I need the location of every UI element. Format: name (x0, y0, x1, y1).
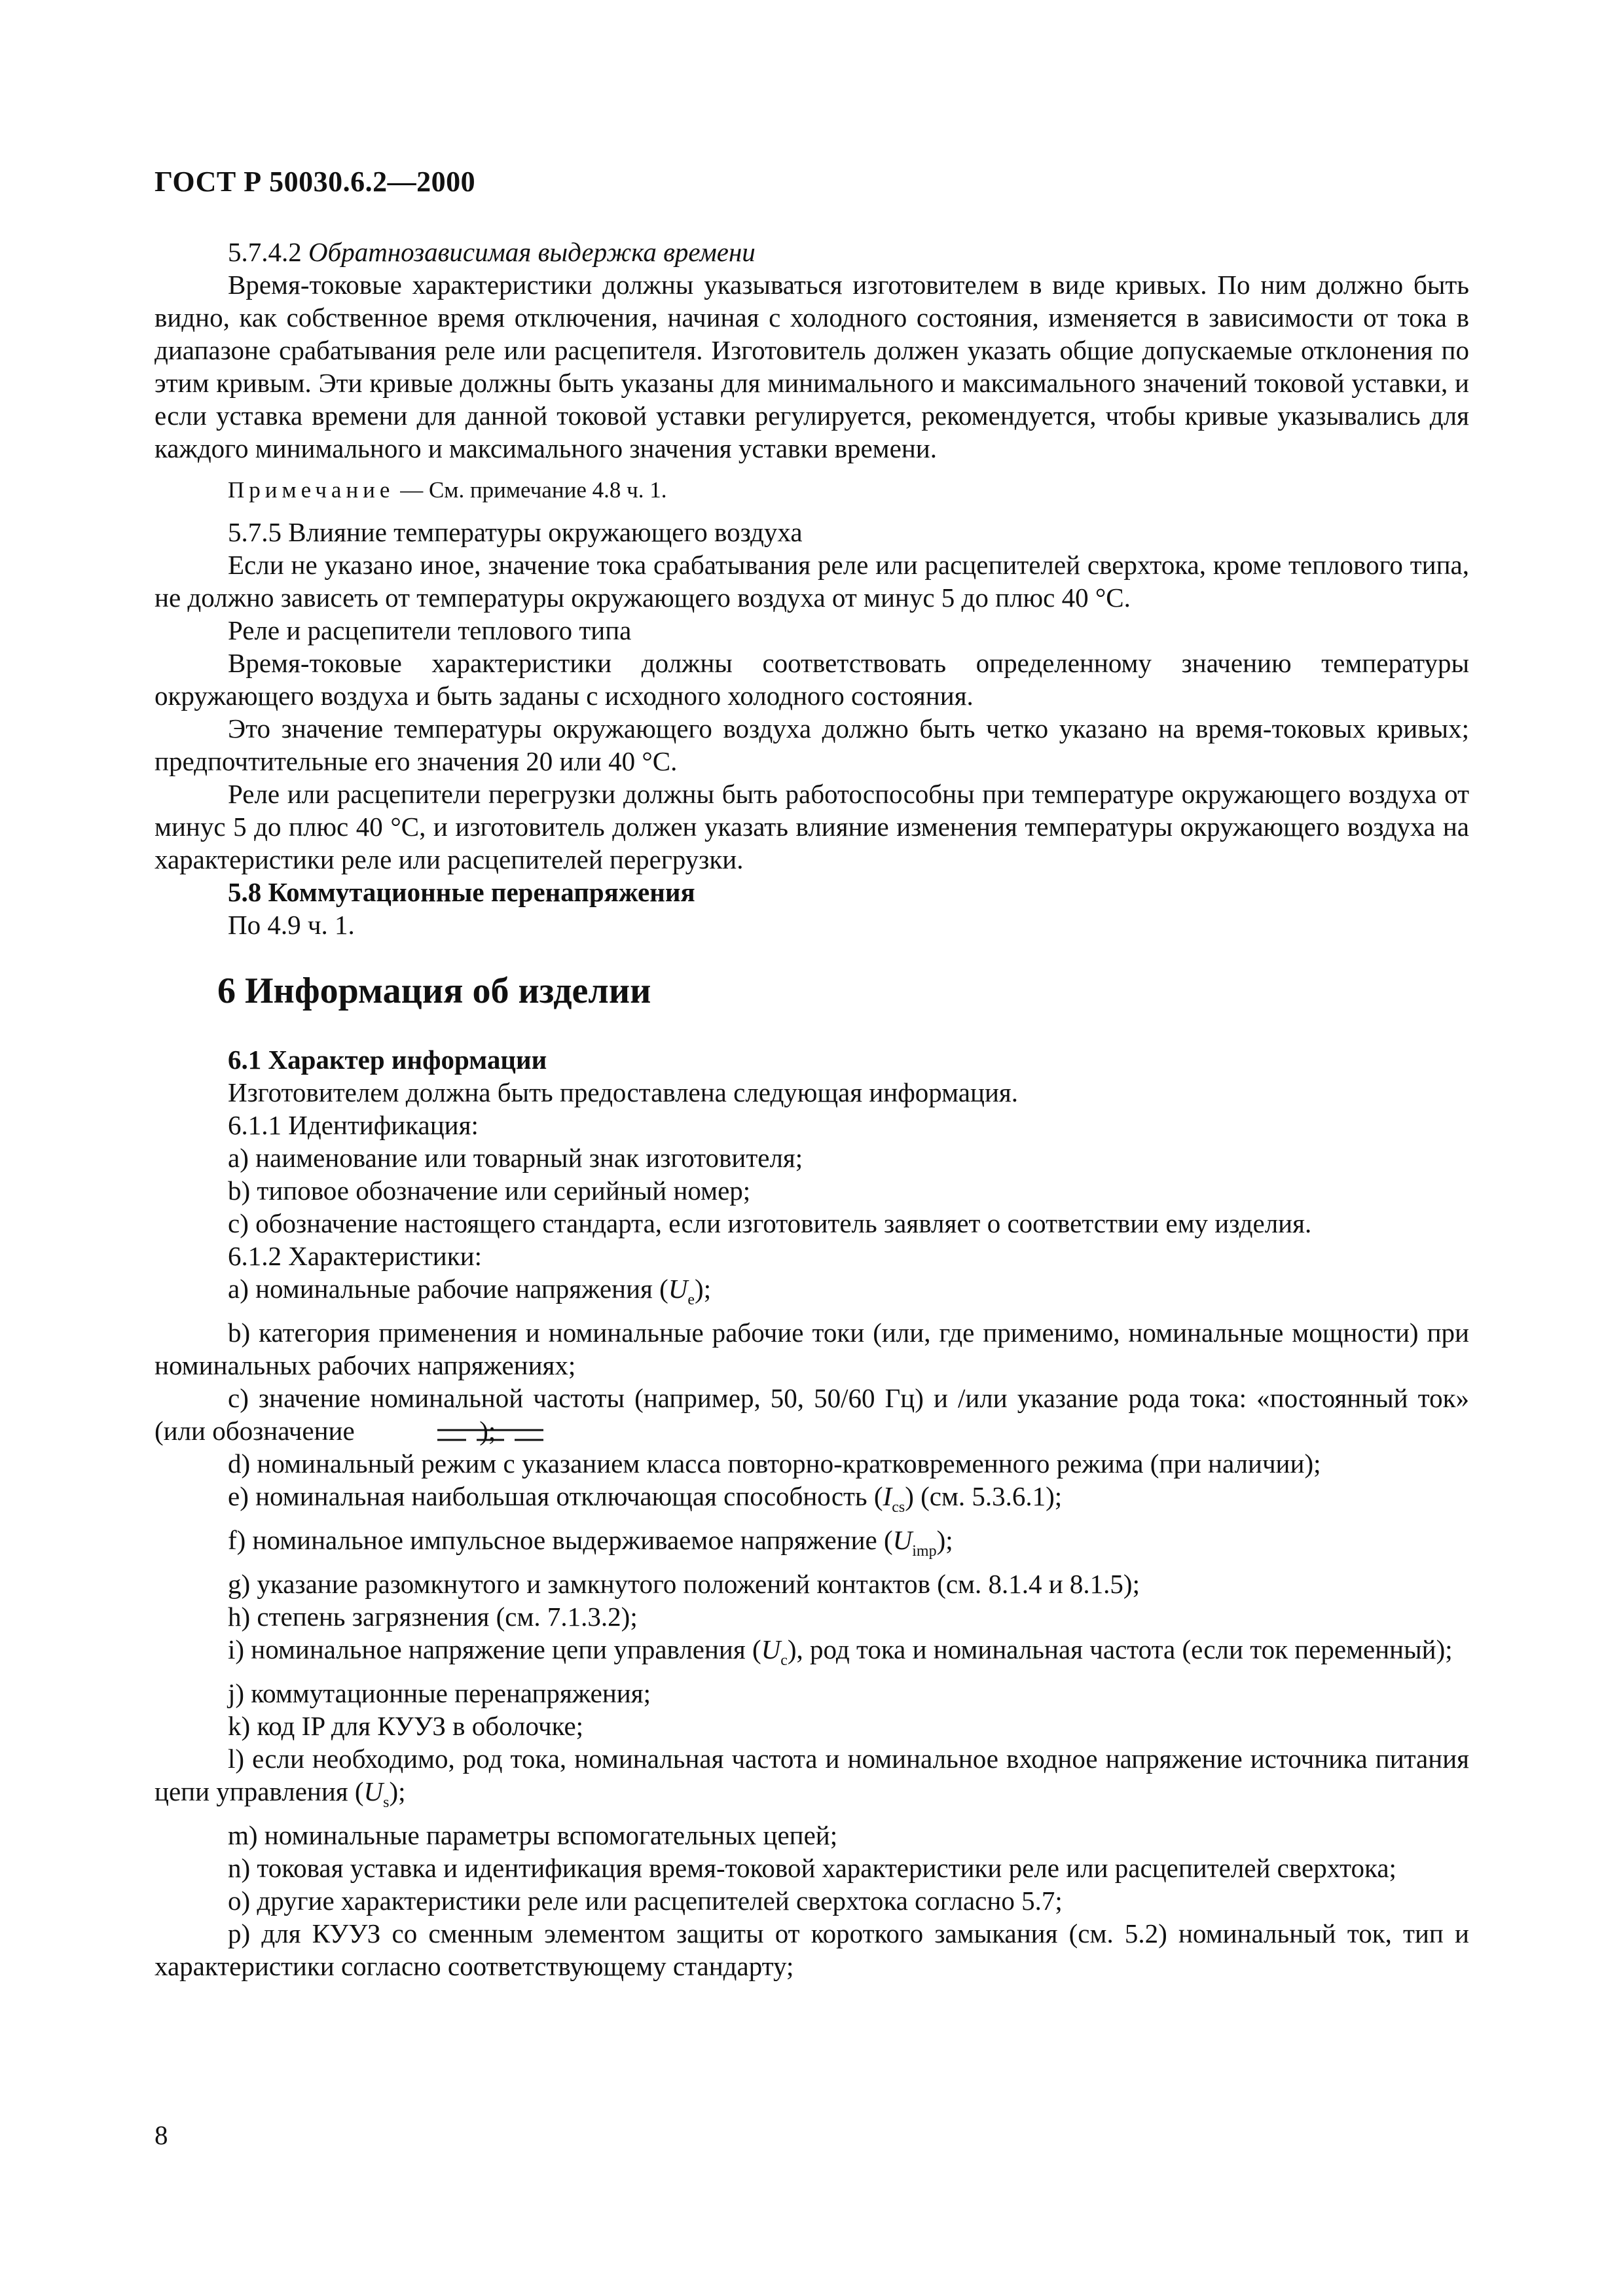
list-item: o) другие характеристики реле или расцепителей сверхтока согласно 5.7; (228, 1886, 1063, 1916)
document-body (155, 236, 1469, 1982)
list-item: a) наименование или товарный знак изготовителя; (228, 1143, 803, 1173)
list-item-text: ); (389, 1776, 406, 1806)
symbol: U (363, 1776, 384, 1806)
list-item-text: i) номинальное напряжение цепи управления ( (228, 1634, 761, 1664)
list-item (155, 1272, 1469, 1316)
list-item: k) код IP для КУУЗ в оболочке; (228, 1711, 584, 1741)
list-item: j) коммутационные перенапряжения; (228, 1678, 651, 1708)
clause-title: Обратнозависимая выдержка времени (308, 237, 756, 267)
note-text: — См. примечание 4.8 ч. 1. (394, 477, 667, 503)
list-item: m) номинальные параметры вспомогательных цепей; (228, 1820, 838, 1850)
symbol: U (668, 1274, 688, 1304)
paragraph: Это значение температуры окружающего воздуха должно быть четко указано на время-токовых кривых; предпочтительные его значения 20 или 40 °С. (155, 713, 1469, 776)
paragraph: Время-токовые характеристики должны указываться изготовителем в виде кривых. По ним должно быть видно, как собственное время отключения, начиная с холодного состояния, изменяется в зависимости от тока в диапазоне срабатывания реле или расцепителя. Изготовитель должен указать общие допускаемые отклонения по этим кривым. Эти кривые должны быть указаны для минимального и максимального значений токовой уставки, и если уставка времени для данной токовой уставки регулируется, рекомендуется, чтобы кривые указывались для каждого минимального и максимального значения уставки времени. (155, 270, 1469, 463)
list-item (155, 1633, 1469, 1677)
heading-5-7-5: 5.7.5 Влияние температуры окружающего воздуха (228, 517, 803, 547)
symbol-subscript: e (687, 1291, 695, 1308)
clause-number: 5.7.4.2 (228, 237, 308, 267)
list-item-text: ); (936, 1525, 953, 1555)
symbol-subscript: c (780, 1652, 788, 1669)
list-item: h) степень загрязнения (см. 7.1.3.2); (228, 1602, 638, 1632)
list-item-text: f) номинальное импульсное выдерживаемое напряжение ( (228, 1525, 893, 1555)
subheading: Реле и расцепители теплового типа (228, 615, 632, 645)
list-item: p) для КУУЗ со сменным элементом защиты от короткого замыкания (см. 5.2) номинальный ток, тип и характеристики согласно соответствующему стандарту; (155, 1918, 1469, 1981)
list-item: g) указание разомкнутого и замкнутого положений контактов (см. 8.1.4 и 8.1.5); (228, 1569, 1140, 1599)
paragraph: Изготовителем должна быть предоставлена следующая информация. (228, 1077, 1018, 1107)
list-item (155, 1742, 1469, 1819)
note-label: Примечание (228, 477, 395, 503)
list-item: d) номинальный режим с указанием класса повторно-кратковременного режима (при наличии); (228, 1448, 1321, 1479)
symbol-subscript: imp (912, 1543, 937, 1560)
list-item: n) токовая уставка и идентификация время-токовой характеристики реле или расцепителей сверхтока; (228, 1853, 1396, 1883)
heading-6-1-1: 6.1.1 Идентификация: (228, 1110, 479, 1140)
list-item: c) обозначение настоящего стандарта, если изготовитель заявляет о соответствии ему изделия. (228, 1208, 1312, 1238)
list-item: b) типовое обозначение или серийный номер; (228, 1175, 751, 1206)
note (155, 474, 1469, 507)
document-header: ГОСТ Р 50030.6.2—2000 (155, 166, 476, 198)
list-item (155, 1382, 1469, 1447)
list-item (155, 1480, 1469, 1524)
symbol: U (892, 1525, 913, 1555)
list-item-text: e) номинальная наибольшая отключающая способность ( (228, 1481, 883, 1511)
symbol: U (761, 1634, 781, 1664)
symbol: I (883, 1481, 892, 1511)
symbol-subscript: s (383, 1794, 390, 1811)
paragraph: Если не указано иное, значение тока срабатывания реле или расцепителей сверхтока, кроме теплового типа, не должно зависеть от температуры окружающего воздуха от минус 5 до плюс 40 °С. (155, 550, 1469, 613)
list-item-text: ), род тока и номинальная частота (если ток переменный); (787, 1634, 1453, 1664)
list-item-text: ); (695, 1274, 712, 1304)
heading-6-1-2: 6.1.2 Характеристики: (228, 1241, 482, 1271)
heading-5-7-4-2 (155, 236, 1469, 268)
page-number: 8 (155, 2120, 168, 2150)
list-item-text: ); (472, 1416, 496, 1446)
list-item-text: c) значение номинальной частоты (например, 50, 50/60 Гц) и /или указание рода тока: «постоянный ток» (или обозначение (155, 1383, 1469, 1446)
paragraph: По 4.9 ч. 1. (228, 910, 355, 940)
list-item: b) категория применения и номинальные рабочие токи (или, где применимо, номинальные мощности) при номинальных рабочих напряжениях; (155, 1318, 1469, 1380)
symbol-subscript: cs (892, 1499, 905, 1516)
list-item-text: ) (см. 5.3.6.1); (905, 1481, 1063, 1511)
heading-6-1: 6.1 Характер информации (228, 1045, 547, 1075)
list-item-text: a) номинальные рабочие напряжения ( (228, 1274, 668, 1304)
heading-5-8: 5.8 Коммутационные перенапряжения (228, 877, 695, 907)
paragraph: Реле или расцепители перегрузки должны быть работоспособны при температуре окружающего воздуха от минус 5 до плюс 40 °С, и изготовитель должен указать влияние изменения температуры окружающего воздуха на характеристики реле или расцепителей перегрузки. (155, 779, 1469, 874)
direct-current-symbol-icon (361, 1418, 473, 1438)
section-6-heading: 6 Информация об изделии (217, 971, 651, 1011)
paragraph: Время-токовые характеристики должны соответствовать определенному значению температуры окружающего воздуха и быть заданы с исходного холодного состояния. (155, 648, 1469, 711)
list-item (155, 1524, 1469, 1568)
list-item-text: l) если необходимо, род тока, номинальная частота и номинальное входное напряжение источника питания цепи управления ( (155, 1744, 1469, 1806)
